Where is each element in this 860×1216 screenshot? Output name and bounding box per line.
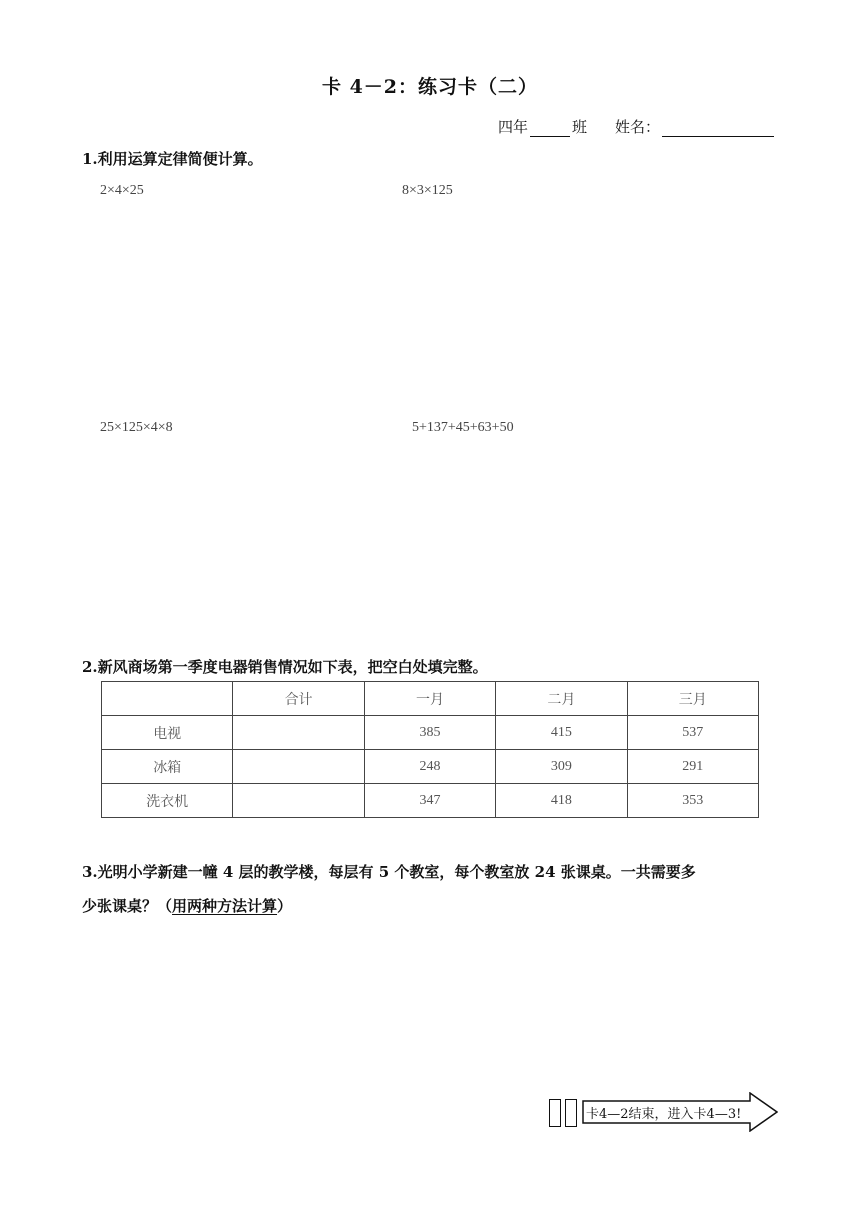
question-3-prefix: 少张课桌？（ <box>82 897 173 915</box>
student-info <box>498 116 776 137</box>
table-cell: 353 <box>627 784 758 818</box>
table-cell: 291 <box>627 750 758 784</box>
row-label: 冰箱 <box>102 750 233 784</box>
method-hint: 用两种方法计算 <box>172 897 278 915</box>
question-3-line-2 <box>82 889 292 923</box>
table-cell: 347 <box>364 784 495 818</box>
question-2-title: 2.新风商场第一季度电器销售情况如下表，把空白处填完整。 <box>82 658 488 676</box>
table-cell: 537 <box>627 716 758 750</box>
table-header-cell: 一月 <box>364 682 495 716</box>
end-marker-box <box>549 1099 561 1127</box>
table-cell: 385 <box>364 716 495 750</box>
total-blank-cell[interactable] <box>233 750 364 784</box>
table-header-cell: 三月 <box>627 682 758 716</box>
grade-label: 四年 <box>497 118 528 136</box>
table-cell: 248 <box>364 750 495 784</box>
question-3-line-1: 3.光明小学新建一幢 4 层的教学楼，每层有 5 个教室，每个教室放 24 张课桌。一共需要多 <box>82 863 696 881</box>
question-1-title: 1.利用运算定律简便计算。 <box>82 150 263 168</box>
table-cell: 415 <box>496 716 627 750</box>
question-3-suffix: ） <box>277 897 293 915</box>
sales-table <box>101 681 759 818</box>
name-label: 姓名： <box>614 118 660 136</box>
expression-1: 2×4×25 <box>100 183 144 198</box>
row-label: 洗衣机 <box>102 784 233 818</box>
table-header-cell: 合计 <box>233 682 364 716</box>
total-blank-cell[interactable] <box>233 716 364 750</box>
table-row <box>102 750 759 784</box>
page-title: 卡 4－2：练习卡（二） <box>321 76 539 98</box>
expression-2: 8×3×125 <box>402 183 453 198</box>
class-blank[interactable] <box>530 120 570 137</box>
table-row <box>102 716 759 750</box>
name-blank[interactable] <box>662 120 774 137</box>
total-blank-cell[interactable] <box>233 784 364 818</box>
table-cell: 418 <box>496 784 627 818</box>
table-header-cell <box>102 682 233 716</box>
end-marker-box <box>565 1099 577 1127</box>
expression-4: 5+137+45+63+50 <box>412 420 514 435</box>
row-label: 电视 <box>102 716 233 750</box>
table-cell: 309 <box>496 750 627 784</box>
class-label: 班 <box>571 118 587 136</box>
expression-3: 25×125×4×8 <box>100 420 173 435</box>
table-header-cell: 二月 <box>496 682 627 716</box>
table-header-row <box>102 682 759 716</box>
arrow-text: 卡4—2结束，进入卡4—3! <box>586 1107 742 1122</box>
table-row <box>102 784 759 818</box>
